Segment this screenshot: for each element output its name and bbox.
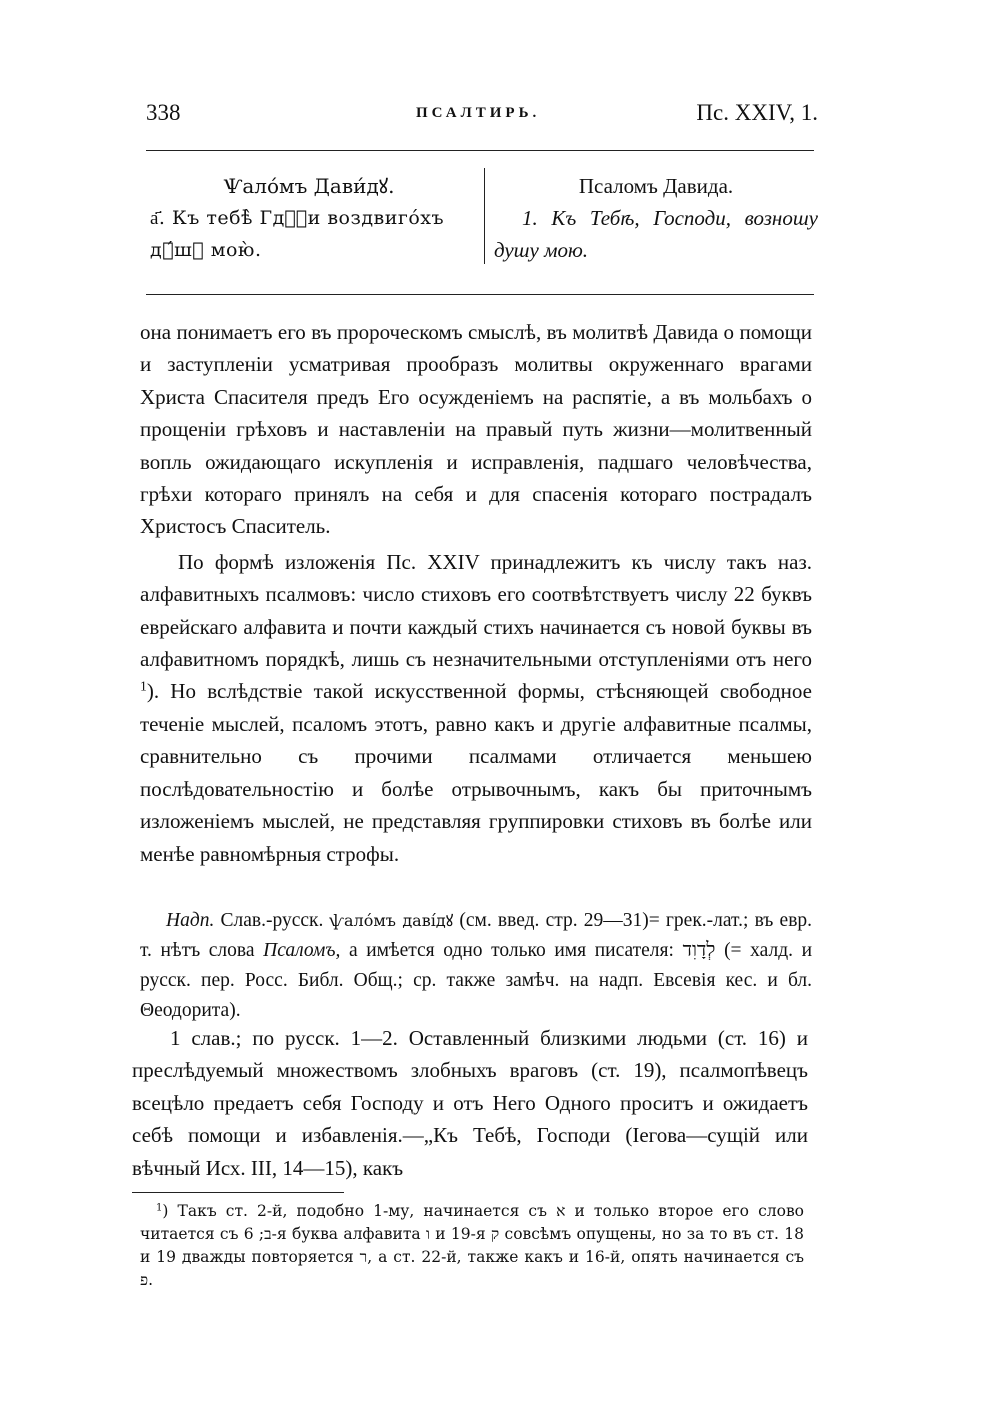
slavonic-title: Ѱало́мъ Дави́дꙋ. [223, 174, 395, 198]
paragraph-2-text-b: ). Но вслѣдствіе такой искусственной формы, стѣсняющей свободное теченіе мыслей, псаломъ этотъ, равно какъ и другіе алфавитные псалмы, сравнительно съ прочими псалмами отличается меньшею послѣдовательностію и болѣе отрывочнымъ, какъ бы приточнымъ изложеніемъ мыслей, не представляя группировки стиховъ въ болѣе или менѣе равномѣрныя строфы. [140, 679, 812, 866]
note-text-2: (см. введ. стр. 29—31)= грек.-лат.; въ евр. т. нѣтъ слова [140, 910, 813, 961]
footnote [140, 1200, 804, 1292]
russian-column [494, 170, 818, 266]
commentary-body [140, 316, 812, 870]
note-hebrew: לְדָוִד [682, 940, 716, 961]
footnote-rule [132, 1192, 344, 1193]
commentary-paragraph-2 [140, 546, 812, 870]
verse-commentary: 1 слав.; по русск. 1—2. Оставленный близкими людьми (ст. 16) и преслѣдуемый множествомъ злобныхъ враговъ (ст. 19), псалмопѣвецъ всецѣло предаетъ себя Господу и отъ Него Одного проситъ и ожидаетъ себѣ помощи и избавленія.—„Къ Тебѣ, Господи (Іегова—сущій или вѣчный Исх. III, 14—15), какъ [132, 1026, 808, 1180]
note-label: Надп. [166, 910, 215, 931]
footnote-reference: 1 [140, 678, 147, 694]
note-text-1: Слав.-русск. [220, 910, 324, 931]
running-header [146, 100, 818, 136]
column-divider [484, 168, 485, 264]
slavonic-verse: а҃. Къ тебѣ̀ Гдⷭ҇и воздвиго́хъ дꙋ́шꙋ мою̀. [150, 207, 445, 261]
note-text-3: а имѣется одно только имя писателя: [348, 940, 674, 961]
superscription-note [140, 906, 812, 1026]
note-slavonic: ѱало́мъ даві́дꙋ [329, 911, 454, 930]
page-number: 338 [146, 100, 181, 125]
slavonic-column [150, 170, 468, 266]
footnote-text: ) Такъ ст. 2-й, подобно 1-му, начинается съ א и только второе его слово читается съ ב; 6-я буква алфавита ו и 19-я ק совсѣмъ опущены, но за то въ ст. 18 и 19 дважды повторяется ר, а ст. 22-й, также какъ и 16-й, опять начинается съ פ. [140, 1202, 805, 1289]
commentary-paragraph-1: она понимаетъ его въ пророческомъ смыслѣ, въ молитвѣ Давида о помощи и заступленіи усматривая прообразъ молитвы окруженнаго врагами Христа Спасителя предъ Его осужденіемъ на распятіе, а въ мольбахъ о прощеніи грѣховъ и наставленіи на правый путь жизни—молитвенный вопль ожидающаго искупленія и исправленія, падшаго человѣчества, грѣхи котораго принялъ на себя и для спасенія котораго пострадалъ Христосъ Спаситель. [140, 320, 812, 539]
russian-title: Псаломъ Давида. [578, 174, 734, 198]
note-text-4: (= халд. и русск. пер. Росс. Библ. Общ.; ср. также замѣч. на надп. Евсевія кес. и бл. Θеодорита). [140, 940, 813, 1021]
note-psalom: Псаломъ, [263, 940, 341, 961]
running-title: ПСАЛТИРЬ. [416, 105, 541, 121]
footnote-mark: 1 [156, 1202, 163, 1214]
paragraph-2-text-a: По формѣ изложенія Пс. XXIV принадлежитъ къ числу такъ наз. алфавитныхъ псалмовъ: число стиховъ его соотвѣтствуетъ числу 22 буквъ еврейскаго алфавита и почти каждый стихъ начинается съ новой буквы въ алфавитномъ порядкѣ, лишь съ незначительными отступленіями отъ него [140, 549, 812, 672]
top-rule [146, 150, 814, 151]
russian-verse: 1. Къ Тебѣ, Господи, возношу душу мою. [494, 206, 818, 262]
bottom-rule [146, 294, 814, 295]
psalm-reference: Пс. XXIV, 1. [696, 100, 818, 125]
